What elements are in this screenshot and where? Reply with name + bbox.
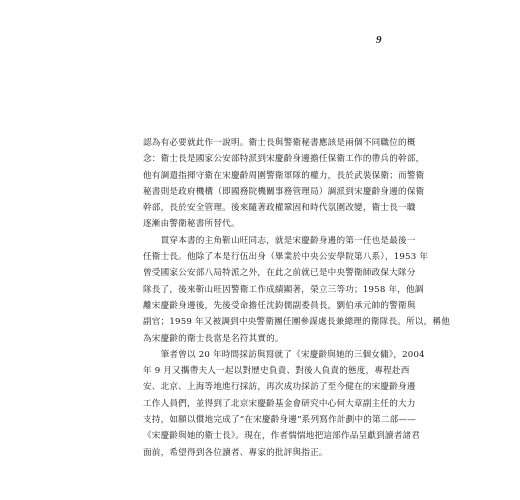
text-line: 安、北京、上海等地進行採訪，再次成功採訪了至今健在的宋慶齡身邊 [143, 382, 416, 393]
text-line: 離宋慶齡身邊後，先後受命擔任沈鈞儒副委員長，劉伯承元帥的警衛與 [143, 300, 416, 311]
text-line: 他有調遣指揮守衛在宋慶齡周圍警衛軍隊的權力，長於武裝保衛；而警衛 [143, 170, 425, 181]
text-line: 幹部，長於安全管理。後來隨著政權鞏固和時代氛圍改變，衛士長一職 [143, 203, 416, 214]
text-line: 《宋慶齡與她的衛士長》。現在，作者惴惴地把這部作品呈獻到讀者諸君 [143, 431, 421, 442]
text-line: 曾受國家公安部八局特派之外，在此之前就已是中央警衛師政保大隊分 [143, 268, 416, 279]
text-line: 支持，如願以償地完成了“在宋慶齡身邊”系列寫作計劃中的第二部—— [143, 415, 417, 426]
text-line: 筆者曾以 20 年時間採訪與寫就了《宋慶齡與她的三個女傭》，2004 [143, 349, 425, 360]
body-text [143, 135, 451, 461]
text-line: 年 9 月又攜帶夫人一起以對歷史負責、對後人負責的態度，專程赴西 [143, 366, 410, 377]
text-line: 秘書則是政府機構（即國務院機關事務管理局）調派到宋慶齡身邊的保衛 [143, 186, 425, 197]
text-line: 為宋慶齡的衛士長當是名符其實的。 [143, 333, 284, 344]
text-line: 任衛士長。他除了本是行伍出身（畢業於中央公安學院第八系），1953 年 [143, 252, 429, 263]
text-line: 副官；1959 年又被調到中央警衛團任團參謀處長兼總理的衛隊長。所以，稱他 [143, 317, 451, 328]
text-line: 貫穿本書的主角靳山旺同志，就是宋慶齡身邊的第一任也是最後一 [143, 235, 416, 246]
text-line: 工作人員們，並得到了北京宋慶齡基金會研究中心何大章副主任的大力 [143, 398, 416, 409]
page-number: 9 [376, 34, 382, 46]
text-line: 逐漸由警衛秘書所替代。 [143, 219, 240, 230]
text-line: 面前，希望得到各位讀者、專家的批評與指正。 [143, 447, 328, 458]
text-line: 認為有必要就此作一說明。衛士長與警衛秘書應該是兩個不同職位的概 [143, 138, 416, 148]
text-line: 念：衛士長是國家公安部特派到宋慶齡身邊擔任保衛工作的帶兵的幹部， [143, 154, 425, 165]
text-line: 隊長了，後來靳山旺因警衛工作成績顯著，榮立三等功；1958 年，他調 [143, 284, 424, 295]
